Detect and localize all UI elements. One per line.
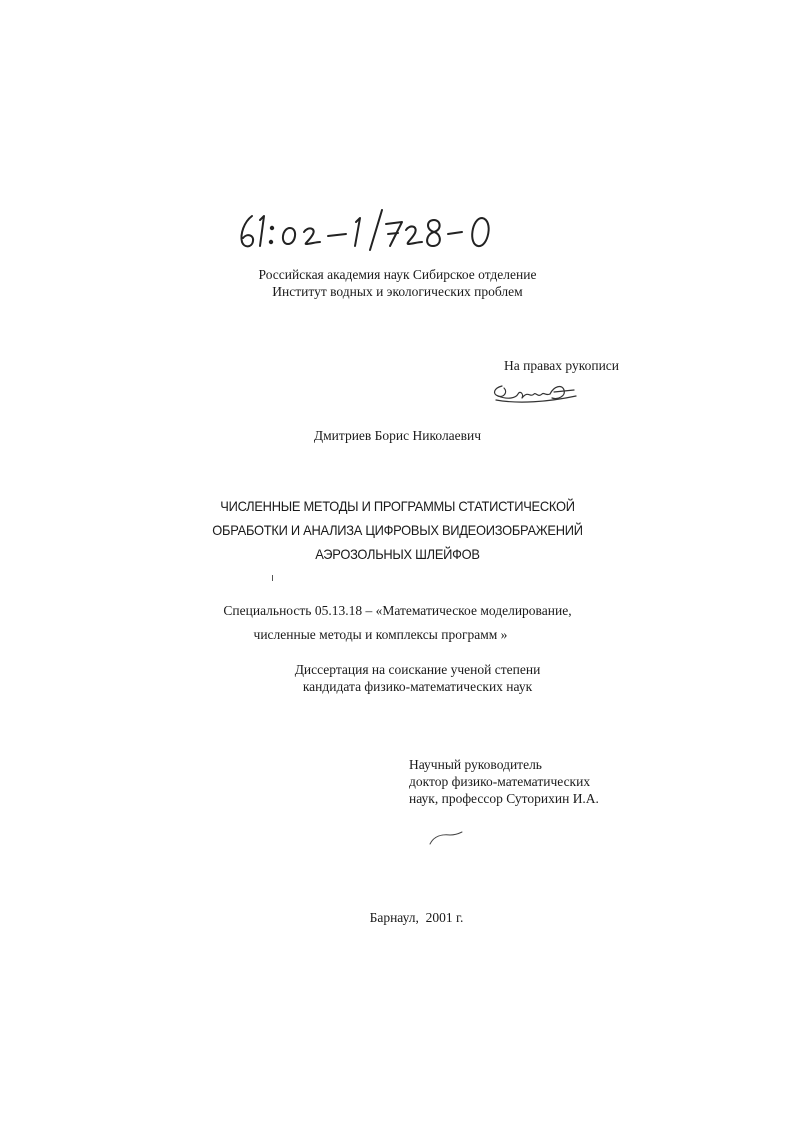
- author-signature: [488, 380, 578, 410]
- place-and-year: [0, 910, 795, 926]
- manuscript-rights-note: На правах рукописи: [504, 358, 620, 373]
- handwritten-archive-code: [236, 206, 506, 256]
- place-year-text: Барнаул, 2001 г.: [369, 910, 464, 925]
- title-line-2: ОБРАБОТКИ И АНАЛИЗА ЦИФРОВЫХ ВИДЕОИЗОБРАЖЕНИЙ: [212, 522, 583, 538]
- degree-line-2: кандидата физико-математических наук: [302, 679, 533, 694]
- author-name: Дмитриев Борис Николаевич: [313, 428, 482, 443]
- supervisor-signature-stroke: [428, 830, 464, 846]
- degree-line-1: Диссертация на соискание ученой степени: [294, 662, 541, 677]
- institution-institute: Институт водных и экологических проблем: [272, 284, 523, 299]
- supervisor-degree: доктор физико-математических: [409, 774, 591, 789]
- degree-block: [0, 661, 795, 695]
- institution-academy: Российская академия наук Сибирское отделение: [258, 267, 537, 282]
- institution-block: [0, 266, 795, 300]
- title-line-1: ЧИСЛЕННЫЕ МЕТОДЫ И ПРОГРАММЫ СТАТИСТИЧЕСКОЙ: [220, 498, 575, 514]
- specialty-line-1: Специальность 05.13.18 – «Математическое моделирование,: [223, 603, 572, 618]
- supervisor-heading: Научный руководитель: [409, 757, 542, 772]
- supervisor-name: наук, профессор Суторихин И.А.: [409, 791, 599, 806]
- supervisor-block: [409, 756, 599, 807]
- dissertation-title: [32, 494, 763, 566]
- specialty-block: [0, 599, 795, 647]
- scan-mark: [272, 575, 273, 581]
- title-line-3: АЭРОЗОЛЬНЫХ ШЛЕЙФОВ: [315, 546, 480, 562]
- specialty-line-2: численные методы и комплексы программ »: [253, 627, 508, 642]
